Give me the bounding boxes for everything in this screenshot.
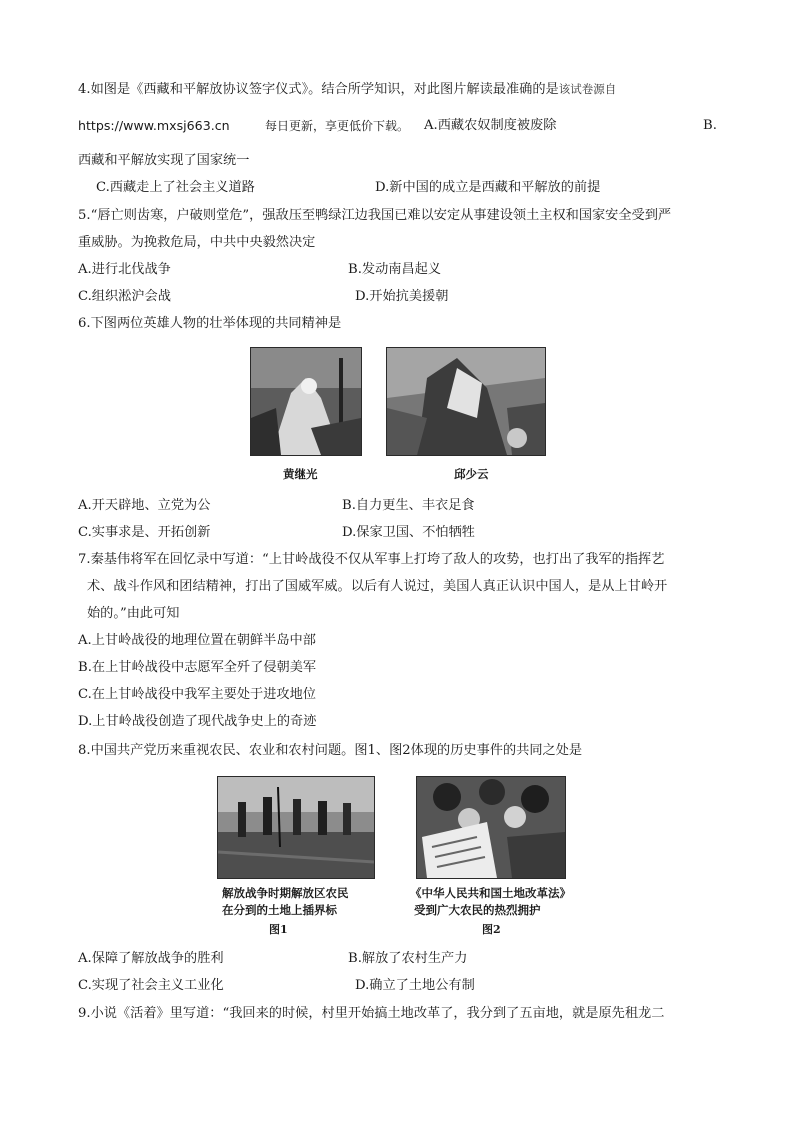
q7-stem-line1: 7.秦基伟将军在回忆录中写道：“上甘岭战役不仅从军事上打垮了敌人的攻势，也打出了我军的指挥艺 — [78, 552, 665, 567]
fig2-caption-line1: 《中华人民共和国土地改革法》 — [410, 886, 571, 900]
q7-option-a: A.上甘岭战役的地理位置在朝鲜半岛中部 — [78, 633, 316, 648]
q6-option-a: A.开天辟地、立党为公 — [78, 498, 211, 513]
q5-option-b: B.发动南昌起义 — [348, 262, 442, 277]
q4-url[interactable]: https://www.mxsj663.cn — [78, 118, 230, 133]
q5-option-d: D.开始抗美援朝 — [355, 289, 449, 304]
q7-option-d: D.上甘岭战役创造了现代战争史上的奇迹 — [78, 714, 317, 729]
q4-option-b-text: 西藏和平解放实现了国家统一 — [78, 153, 250, 168]
q6-caption-right: 邱少云 — [454, 467, 489, 481]
q8-option-b: B.解放了农村生产力 — [348, 951, 468, 966]
q4-option-b-prefix: B. — [703, 118, 717, 133]
q9-stem-line1: 9.小说《活着》里写道：“我回来的时候，村里开始搞土地改革了，我分到了五亩地，就是原先租龙二 — [78, 1006, 665, 1021]
q4-stem-text: 4.如图是《西藏和平解放协议签字仪式》。结合所学知识，对此图片解读最准确的是 — [78, 82, 559, 97]
fig1-caption-line1: 解放战争时期解放区农民 — [222, 886, 349, 900]
q7-option-b: B.在上甘岭战役中志愿军全歼了侵朝美军 — [78, 660, 317, 675]
q6-option-b: B.自力更生、丰衣足食 — [342, 498, 475, 513]
q4-option-a: A.西藏农奴制度被废除 — [424, 118, 557, 133]
q6-option-c: C.实事求是、开拓创新 — [78, 525, 211, 540]
q6-stem: 6.下图两位英雄人物的壮举体现的共同精神是 — [78, 316, 342, 331]
huang-jiguang-photo — [250, 347, 362, 456]
fig1-label: 图1 — [269, 923, 288, 936]
q4-notice: 每日更新，享更低价下载。 — [265, 119, 410, 133]
fig1-photo — [217, 776, 375, 879]
q4-option-c: C.西藏走上了社会主义道路 — [96, 180, 255, 195]
q7-option-c: C.在上甘岭战役中我军主要处于进攻地位 — [78, 687, 316, 702]
q4-watermark: 该试卷源自 — [558, 82, 617, 96]
q8-option-c: C.实现了社会主义工业化 — [78, 978, 224, 993]
q7-stem-line2: 术、战斗作风和团结精神，打出了国威军威。以后有人说过，美国人真正认识中国人，是从上甘岭开 — [87, 579, 668, 594]
q6-option-d: D.保家卫国、不怕牺牲 — [342, 525, 475, 540]
fig2-photo — [416, 776, 566, 879]
q6-caption-left: 黄继光 — [283, 467, 318, 481]
fig2-caption-line2: 受到广大农民的热烈拥护 — [414, 903, 541, 917]
q5-option-a: A.进行北伐战争 — [78, 262, 171, 277]
q4-stem-line1 — [78, 80, 616, 99]
q8-stem: 8.中国共产党历来重视农民、农业和农村问题。图1、图2体现的历史事件的共同之处是 — [78, 743, 583, 758]
q7-stem-line3: 始的。”由此可知 — [87, 606, 180, 621]
q5-stem-line2: 重威胁。为挽救危局，中共中央毅然决定 — [78, 235, 316, 250]
qiu-shaoyun-photo — [386, 347, 546, 456]
q5-stem-line1: 5.“唇亡则齿寒，户破则堂危”，强敌压至鸭绿江边我国已难以安定从事建设领土主权和国家安全受到严 — [78, 208, 672, 223]
q8-option-a: A.保障了解放战争的胜利 — [78, 951, 224, 966]
q4-option-d: D.新中国的成立是西藏和平解放的前提 — [375, 180, 601, 195]
fig2-label: 图2 — [482, 923, 501, 936]
fig1-caption-line2: 在分到的土地上插界标 — [222, 903, 337, 917]
q8-option-d: D.确立了土地公有制 — [355, 978, 475, 993]
q5-option-c: C.组织淞沪会战 — [78, 289, 171, 304]
